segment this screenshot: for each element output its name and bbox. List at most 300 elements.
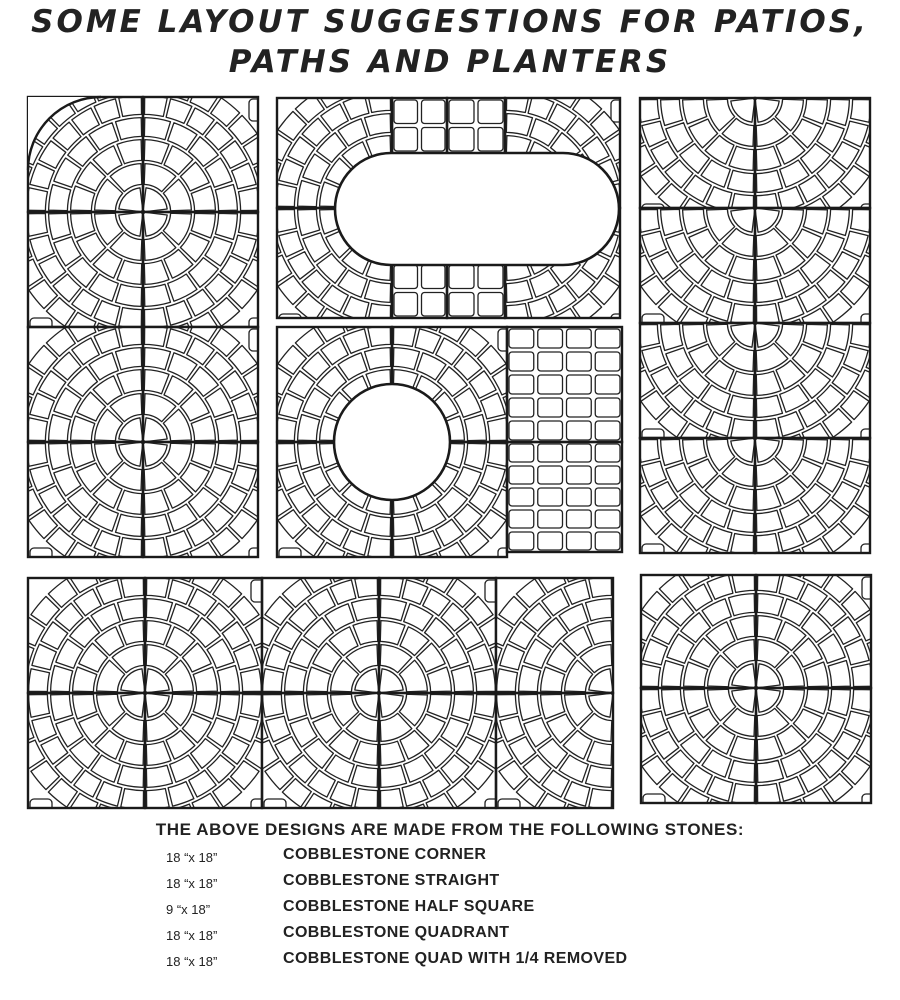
cobblestone (96, 580, 122, 605)
cobblestone (758, 784, 781, 805)
cobblestone (116, 284, 142, 306)
cobblestone (468, 644, 493, 670)
cobblestone (844, 461, 869, 487)
cobblestone (71, 443, 95, 468)
cobblestone (241, 669, 262, 692)
cobblestone (143, 418, 167, 442)
cobblestone (803, 439, 827, 464)
cobblestone (27, 214, 48, 237)
cobblestone (343, 329, 369, 354)
cobblestone (145, 538, 168, 559)
cobblestone (279, 548, 301, 570)
cobblestone (368, 326, 391, 347)
cobblestone (732, 664, 756, 688)
cobblestone (506, 114, 532, 136)
cobblestone (7, 668, 28, 692)
cobblestone (803, 324, 827, 349)
stone-size: 18 “x 18” (166, 928, 218, 943)
cobblestone (684, 689, 708, 714)
cobblestone (393, 514, 419, 536)
cobblestone (757, 556, 781, 577)
cobblestone (683, 99, 707, 124)
cobblestone (352, 765, 378, 787)
cobblestone (365, 348, 391, 370)
cobblestone (146, 741, 171, 765)
cobblestone (595, 466, 620, 484)
cobblestone (117, 370, 142, 394)
cobblestone (779, 777, 805, 802)
cobblestone (643, 711, 668, 737)
cobblestone (394, 265, 418, 289)
cobblestone (355, 669, 379, 693)
cobblestone (147, 789, 170, 810)
cobblestone (757, 760, 783, 782)
cobblestone (538, 375, 563, 394)
cobblestone (464, 415, 486, 441)
cobblestone (642, 346, 667, 372)
cobblestone (705, 553, 732, 577)
cobblestone (30, 235, 55, 261)
cobblestone (27, 188, 48, 211)
cobblestone (707, 575, 733, 600)
cobblestone (611, 100, 633, 122)
cobblestone (365, 514, 391, 536)
cobblestone (30, 318, 52, 340)
cobblestone (118, 599, 144, 621)
cobblestone (757, 616, 782, 640)
cobblestone (827, 324, 849, 350)
cobblestone (276, 210, 297, 233)
cobblestone (279, 393, 304, 419)
cobblestone (379, 693, 403, 717)
cobblestone (509, 466, 534, 484)
cobblestone (94, 531, 120, 556)
cobblestone (587, 741, 612, 765)
cobblestone (756, 280, 782, 302)
cobblestone (119, 538, 142, 559)
cobblestone (507, 70, 531, 91)
cobblestone (728, 280, 754, 302)
cobblestone (729, 486, 754, 510)
cobblestone (595, 375, 620, 394)
cobblestone (618, 690, 639, 714)
cobblestone (706, 297, 732, 322)
cobblestone (298, 415, 320, 441)
cobblestone (30, 548, 52, 570)
cobblestone (756, 486, 781, 510)
cobblestone (757, 304, 780, 325)
cobblestone (730, 616, 755, 640)
layout-small-fan (618, 550, 895, 827)
cobblestone (307, 667, 331, 692)
cobblestone (639, 100, 660, 123)
cobblestone (119, 418, 143, 442)
cobblestone (145, 74, 169, 95)
cobblestone (618, 663, 639, 687)
cobblestone (32, 716, 57, 742)
cobblestone (166, 99, 192, 124)
cobblestone (755, 438, 779, 462)
cobblestone (732, 784, 755, 805)
cobblestone (119, 621, 144, 645)
cobblestone (851, 440, 872, 463)
cobblestone (239, 418, 260, 441)
cobblestone (852, 664, 873, 687)
cobblestone (642, 231, 667, 257)
cobblestone (731, 534, 754, 555)
cobblestone (778, 527, 804, 552)
cobblestone (756, 510, 782, 532)
cobblestone (119, 308, 142, 329)
cobblestone (729, 256, 754, 280)
cobblestone (451, 694, 473, 720)
cobblestone (683, 209, 707, 234)
cobblestone (249, 329, 271, 351)
cobblestone (117, 260, 142, 284)
cobblestone (144, 514, 170, 536)
cobblestone (852, 690, 873, 713)
cobblestone (683, 439, 707, 464)
stone-name: COBBLESTONE QUAD WITH 1/4 REMOVED (283, 950, 628, 967)
cobblestone (541, 667, 565, 692)
cobblestone (500, 716, 525, 742)
cobblestone (49, 213, 71, 239)
cobblestone (10, 642, 34, 669)
cobblestone (381, 577, 404, 598)
cobblestone (538, 352, 563, 371)
cobblestone (755, 208, 779, 232)
cobblestone (352, 599, 378, 621)
cobblestone (393, 348, 419, 370)
cobblestone (118, 74, 142, 95)
cobblestone (381, 789, 404, 810)
cobblestone (394, 326, 417, 347)
cobblestone (874, 690, 895, 714)
cobblestone (276, 418, 297, 441)
cobblestone (756, 170, 782, 192)
cobblestone (481, 465, 506, 491)
cobblestone (121, 577, 144, 598)
cobblestone (266, 716, 291, 742)
cobblestone (427, 694, 451, 719)
cobblestone (145, 326, 168, 347)
cobblestone (589, 693, 613, 717)
cobblestone (241, 695, 262, 718)
cobblestone (538, 444, 563, 462)
cobblestone (232, 235, 257, 261)
cobblestone (276, 444, 297, 467)
cobblestone (509, 488, 534, 506)
cobblestone (589, 577, 612, 598)
cobblestone (298, 209, 320, 235)
cobblestone (355, 789, 378, 810)
cobblestone (729, 371, 754, 395)
cobblestone (298, 443, 320, 469)
cobblestone (468, 716, 493, 742)
cobblestone (757, 736, 782, 760)
cobblestone (146, 621, 171, 645)
cobblestone (828, 689, 850, 715)
cobblestone (234, 644, 259, 670)
cobblestone (661, 209, 683, 235)
cobblestone (779, 575, 805, 600)
cobblestone (588, 555, 612, 576)
cobblestone (451, 666, 473, 692)
cobblestone (595, 398, 620, 417)
cobblestone (730, 556, 754, 577)
cobblestone (330, 580, 356, 605)
cobblestone (5, 214, 26, 238)
cobblestone (144, 140, 169, 164)
cobblestone (595, 352, 620, 371)
cobblestone (144, 118, 170, 140)
cobblestone (119, 212, 143, 236)
cobblestone (232, 163, 257, 189)
cobblestone (873, 325, 894, 349)
cobblestone (844, 346, 869, 372)
cobblestone (538, 421, 563, 440)
cobblestone (803, 209, 827, 234)
stone-size: 9 “x 18” (166, 902, 211, 917)
cobblestone (488, 418, 509, 441)
stone-size: 18 “x 18” (166, 850, 218, 865)
page-title-line-1: SOME LAYOUT SUGGESTIONS FOR PATIOS, (31, 4, 869, 40)
cobblestone (541, 694, 565, 719)
stone-row (0, 950, 900, 974)
cobblestone (368, 92, 391, 113)
cobblestone (119, 188, 143, 212)
cobblestone (488, 444, 509, 467)
cobblestone (640, 664, 661, 687)
cobblestone (5, 187, 26, 211)
cobblestone (143, 442, 167, 466)
cobblestone (144, 284, 170, 306)
stone-row (0, 898, 900, 922)
cobblestone (595, 488, 620, 506)
cobblestone (538, 532, 563, 550)
cobblestone (756, 146, 781, 170)
cobblestone (449, 100, 474, 124)
cobblestone (507, 92, 530, 113)
cobblestone (330, 782, 356, 807)
stone-size: 18 “x 18” (166, 954, 218, 969)
cobblestone (30, 465, 55, 491)
cobblestone (498, 799, 520, 821)
cobblestone (757, 534, 780, 555)
cobblestone (168, 580, 194, 605)
cobblestone (5, 444, 26, 468)
cobblestone (538, 488, 563, 506)
cobblestone (731, 419, 754, 440)
oval-planter-opening (335, 153, 619, 265)
cobblestone (873, 440, 894, 464)
cobblestone (353, 621, 378, 645)
cobblestone (478, 265, 503, 289)
cobblestone (538, 466, 563, 484)
cobblestone (449, 265, 474, 289)
cobblestone (781, 553, 808, 577)
cobblestone (643, 794, 665, 816)
cobblestone (731, 208, 755, 232)
cobblestone (49, 443, 71, 469)
cobblestone (506, 280, 532, 302)
cobblestone (449, 128, 474, 152)
cobblestone (729, 594, 755, 616)
cobblestone (422, 265, 446, 289)
cobblestone (144, 260, 169, 284)
cobblestone (94, 301, 120, 326)
cobblestone (117, 140, 142, 164)
cobblestone (475, 695, 496, 718)
cobblestone (862, 577, 884, 599)
cobblestone (756, 664, 780, 688)
cobblestone (279, 465, 304, 491)
cobblestone (827, 439, 849, 465)
cobblestone (380, 765, 406, 787)
circle-planter-opening (334, 384, 450, 500)
cobblestone (402, 782, 428, 807)
cobblestone (756, 256, 781, 280)
cobblestone (567, 488, 592, 506)
cobblestone (661, 99, 683, 125)
cobblestone (215, 213, 237, 239)
cobblestone (851, 210, 872, 233)
cobblestone (828, 661, 850, 687)
cobblestone (757, 594, 783, 616)
cobblestone (119, 326, 142, 347)
cobblestone (191, 213, 215, 238)
cobblestone (589, 669, 613, 693)
cobblestone (639, 210, 660, 233)
cobblestone (661, 439, 683, 465)
cobblestone (509, 375, 534, 394)
cobblestone (595, 510, 620, 528)
stone-name: COBBLESTONE HALF SQUARE (283, 898, 535, 915)
cobblestone (684, 662, 708, 687)
stones-caption: THE ABOVE DESIGNS ARE MADE FROM THE FOLLOWING STONES: (155, 820, 745, 839)
cobblestone (71, 186, 95, 211)
cobblestone (662, 689, 684, 715)
cobblestone (422, 100, 446, 124)
cobblestone (422, 293, 446, 317)
cobblestone (509, 329, 534, 348)
cobblestone (191, 443, 215, 468)
cobblestone (422, 128, 446, 152)
layout-wave-pattern (617, 98, 894, 576)
cobblestone (530, 73, 557, 97)
cobblestone (119, 741, 144, 765)
cobblestone (804, 689, 828, 714)
cobblestone (564, 782, 590, 807)
cobblestone (116, 118, 142, 140)
cobblestone (367, 70, 391, 91)
cobblestone (193, 694, 217, 719)
cobblestone (595, 444, 620, 462)
cobblestone (449, 293, 474, 317)
cobblestone (49, 415, 71, 441)
cobblestone (507, 304, 530, 325)
cobblestone (30, 393, 55, 419)
cobblestone (239, 214, 260, 237)
cobblestone (567, 510, 592, 528)
cobblestone (415, 329, 441, 354)
cobblestone (249, 548, 271, 570)
cobblestone (567, 375, 592, 394)
cobblestone (215, 415, 237, 441)
cobblestone (595, 329, 620, 348)
cobblestone (478, 100, 503, 124)
cobblestone (683, 324, 707, 349)
cobblestone (239, 188, 260, 211)
cobblestone (661, 324, 683, 350)
cobblestone (5, 417, 26, 441)
cobblestone (757, 419, 780, 440)
cobblestone (394, 128, 418, 152)
cobblestone (732, 688, 756, 712)
cobblestone (756, 688, 780, 712)
cobblestone (353, 741, 378, 765)
cobblestone (731, 438, 755, 462)
cobblestone (862, 794, 884, 816)
cobblestone (729, 760, 755, 782)
cobblestone (368, 538, 391, 559)
cobblestone (509, 532, 534, 550)
cobblestone (851, 100, 872, 123)
cobblestone (706, 527, 732, 552)
cobblestone (509, 352, 534, 371)
cobblestone (285, 694, 307, 720)
cobblestone (145, 96, 168, 117)
cobblestone (728, 395, 754, 417)
cobblestone (730, 736, 755, 760)
stone-row (0, 872, 900, 896)
cobblestone (146, 599, 172, 621)
cobblestone (586, 765, 612, 787)
cobblestone (827, 209, 849, 235)
cobblestone (276, 184, 297, 207)
cobblestone (215, 185, 237, 211)
stone-size: 18 “x 18” (166, 876, 218, 891)
cobblestone (121, 789, 144, 810)
cobblestone (27, 444, 48, 467)
stone-row (0, 846, 900, 870)
cobblestone (166, 301, 192, 326)
cobblestone (509, 510, 534, 528)
cobblestone (394, 293, 418, 317)
cobblestone (778, 297, 804, 322)
cobblestone (144, 348, 170, 370)
cobblestone (144, 490, 169, 514)
cobblestone (394, 538, 417, 559)
cobblestone (143, 212, 167, 236)
cobblestone (71, 416, 95, 441)
cobblestone (756, 395, 782, 417)
cobblestone (731, 98, 755, 122)
cobblestone (96, 782, 122, 807)
cobblestone (73, 667, 97, 692)
cobblestone (29, 669, 50, 692)
cobblestone (49, 185, 71, 211)
cobblestone (567, 398, 592, 417)
cobblestone (851, 325, 872, 348)
cobblestone (117, 490, 142, 514)
cobblestone (497, 669, 518, 692)
stone-name: COBBLESTONE CORNER (283, 846, 487, 863)
cobblestone (497, 695, 518, 718)
cobblestone (379, 669, 403, 693)
cobblestone (755, 323, 779, 347)
cobblestone (232, 393, 257, 419)
